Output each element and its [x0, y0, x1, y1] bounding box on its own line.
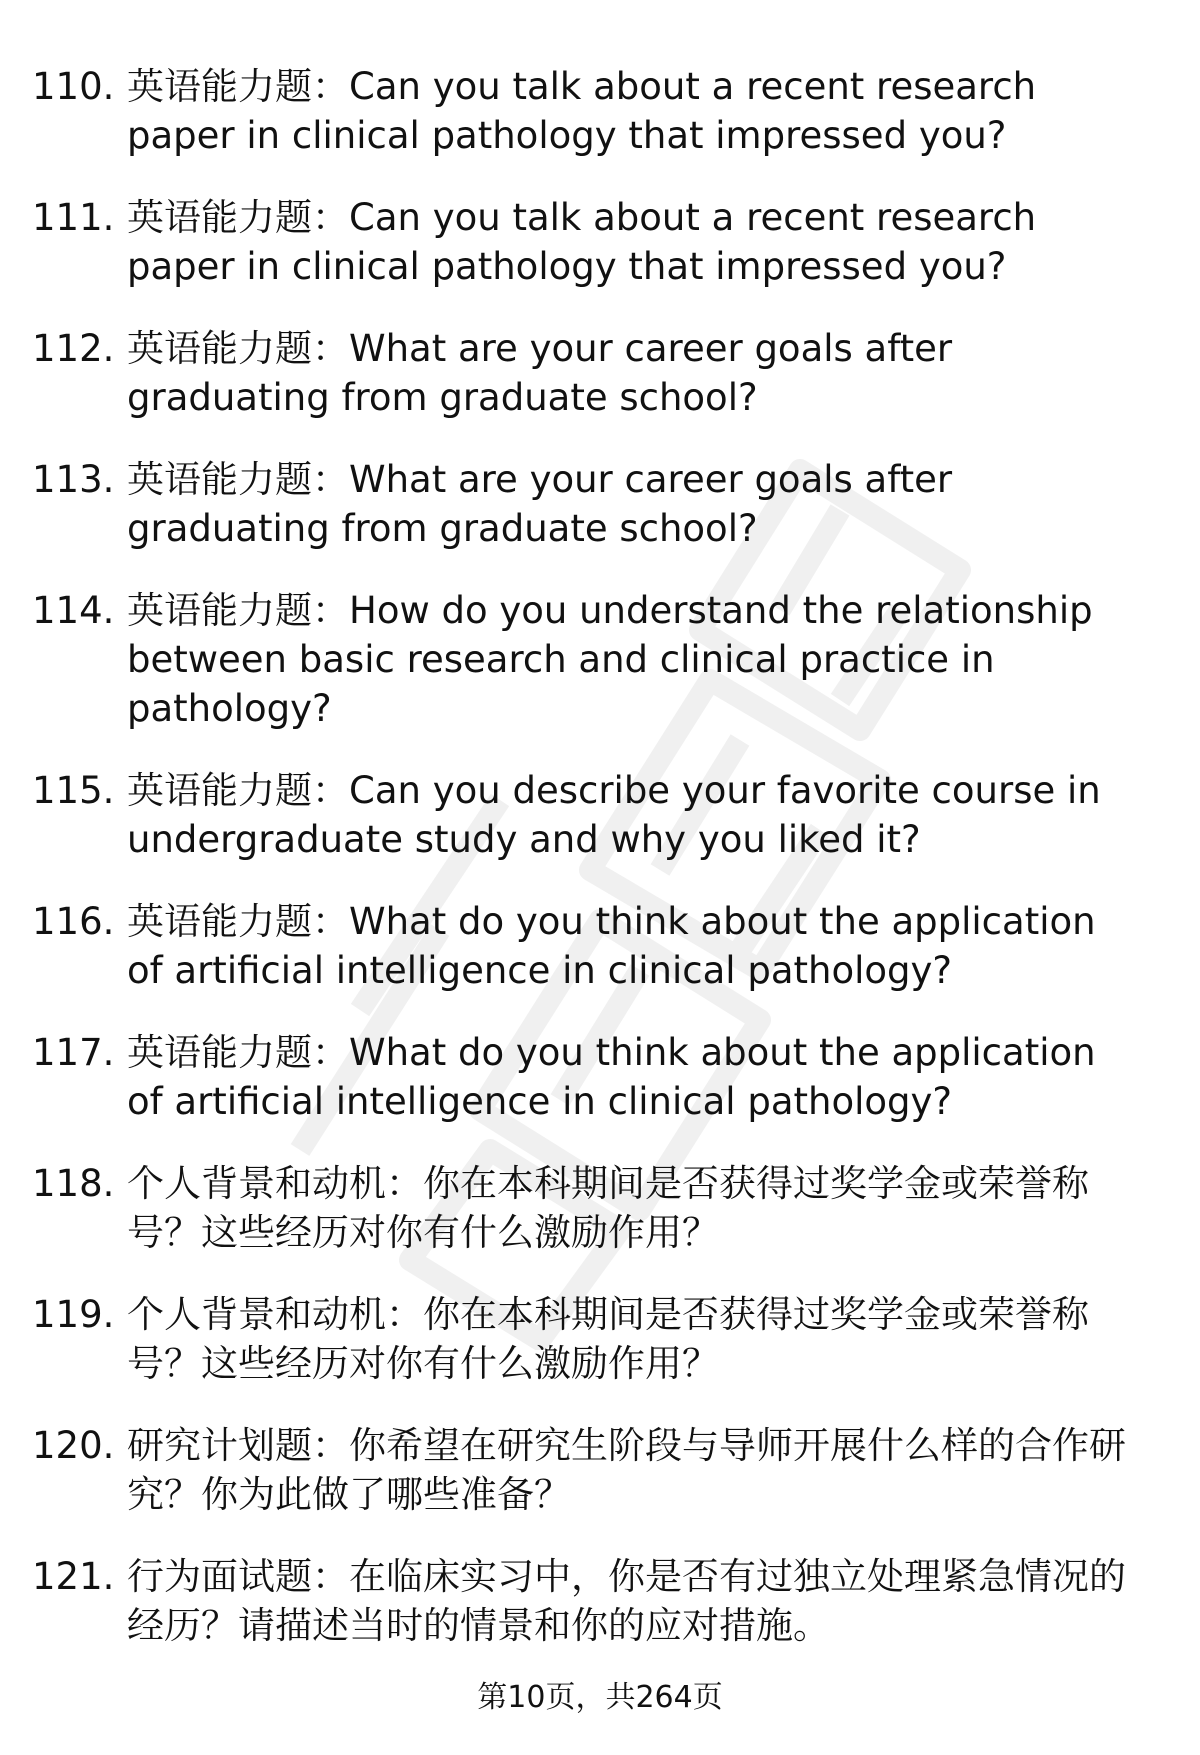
question-number: 118.: [32, 1162, 115, 1205]
question-item: [0, 586, 1200, 733]
question-item: [0, 1028, 1200, 1126]
question-number: 115.: [32, 769, 115, 812]
question-text: 英语能力题：What do you think about the application of artificial intelligence in clinical pathology?: [127, 900, 1096, 992]
question-number: 117.: [32, 1031, 115, 1074]
question-text: 个人背景和动机：你在本科期间是否获得过奖学金或荣誉称号？这些经历对你有什么激励作用？: [127, 1162, 1089, 1254]
question-number: 111.: [32, 196, 115, 239]
question-item: [0, 455, 1200, 553]
question-number: 112.: [32, 327, 115, 370]
question-text: 英语能力题：What do you think about the application of artificial intelligence in clinical pathology?: [127, 1031, 1096, 1123]
question-item: [0, 1290, 1200, 1388]
question-number: 116.: [32, 900, 115, 943]
question-item: [0, 62, 1200, 160]
question-item: [0, 1421, 1200, 1519]
question-list: [0, 62, 1200, 1683]
question-item: [0, 1552, 1200, 1650]
question-text: 英语能力题：What are your career goals after graduating from graduate school?: [127, 327, 953, 419]
question-item: [0, 766, 1200, 864]
question-text: 研究计划题：你希望在研究生阶段与导师开展什么样的合作研究？你为此做了哪些准备？: [127, 1424, 1126, 1516]
question-number: 120.: [32, 1424, 115, 1467]
question-text: 英语能力题：How do you understand the relationship between basic research and clinical practice in pathology?: [127, 589, 1093, 730]
question-text: 行为面试题：在临床实习中，你是否有过独立处理紧急情况的经历？请描述当时的情景和你的应对措施。: [127, 1555, 1126, 1647]
question-text: 英语能力题：Can you talk about a recent research paper in clinical pathology that impressed you?: [127, 65, 1037, 157]
question-text: 英语能力题：Can you talk about a recent research paper in clinical pathology that impressed you?: [127, 196, 1037, 288]
question-item: [0, 324, 1200, 422]
question-item: [0, 193, 1200, 291]
question-number: 114.: [32, 589, 115, 632]
question-number: 121.: [32, 1555, 115, 1598]
page-footer: [0, 1678, 1200, 1718]
question-text: 英语能力题：What are your career goals after graduating from graduate school?: [127, 458, 953, 550]
question-number: 119.: [32, 1293, 115, 1336]
question-item: [0, 897, 1200, 995]
question-number: 113.: [32, 458, 115, 501]
question-item: [0, 1159, 1200, 1257]
question-text: 个人背景和动机：你在本科期间是否获得过奖学金或荣誉称号？这些经历对你有什么激励作用？: [127, 1293, 1089, 1385]
page-indicator: 第10页，共264页: [477, 1680, 723, 1715]
question-number: 110.: [32, 65, 115, 108]
question-text: 英语能力题：Can you describe your favorite course in undergraduate study and why you liked it?: [127, 769, 1101, 861]
